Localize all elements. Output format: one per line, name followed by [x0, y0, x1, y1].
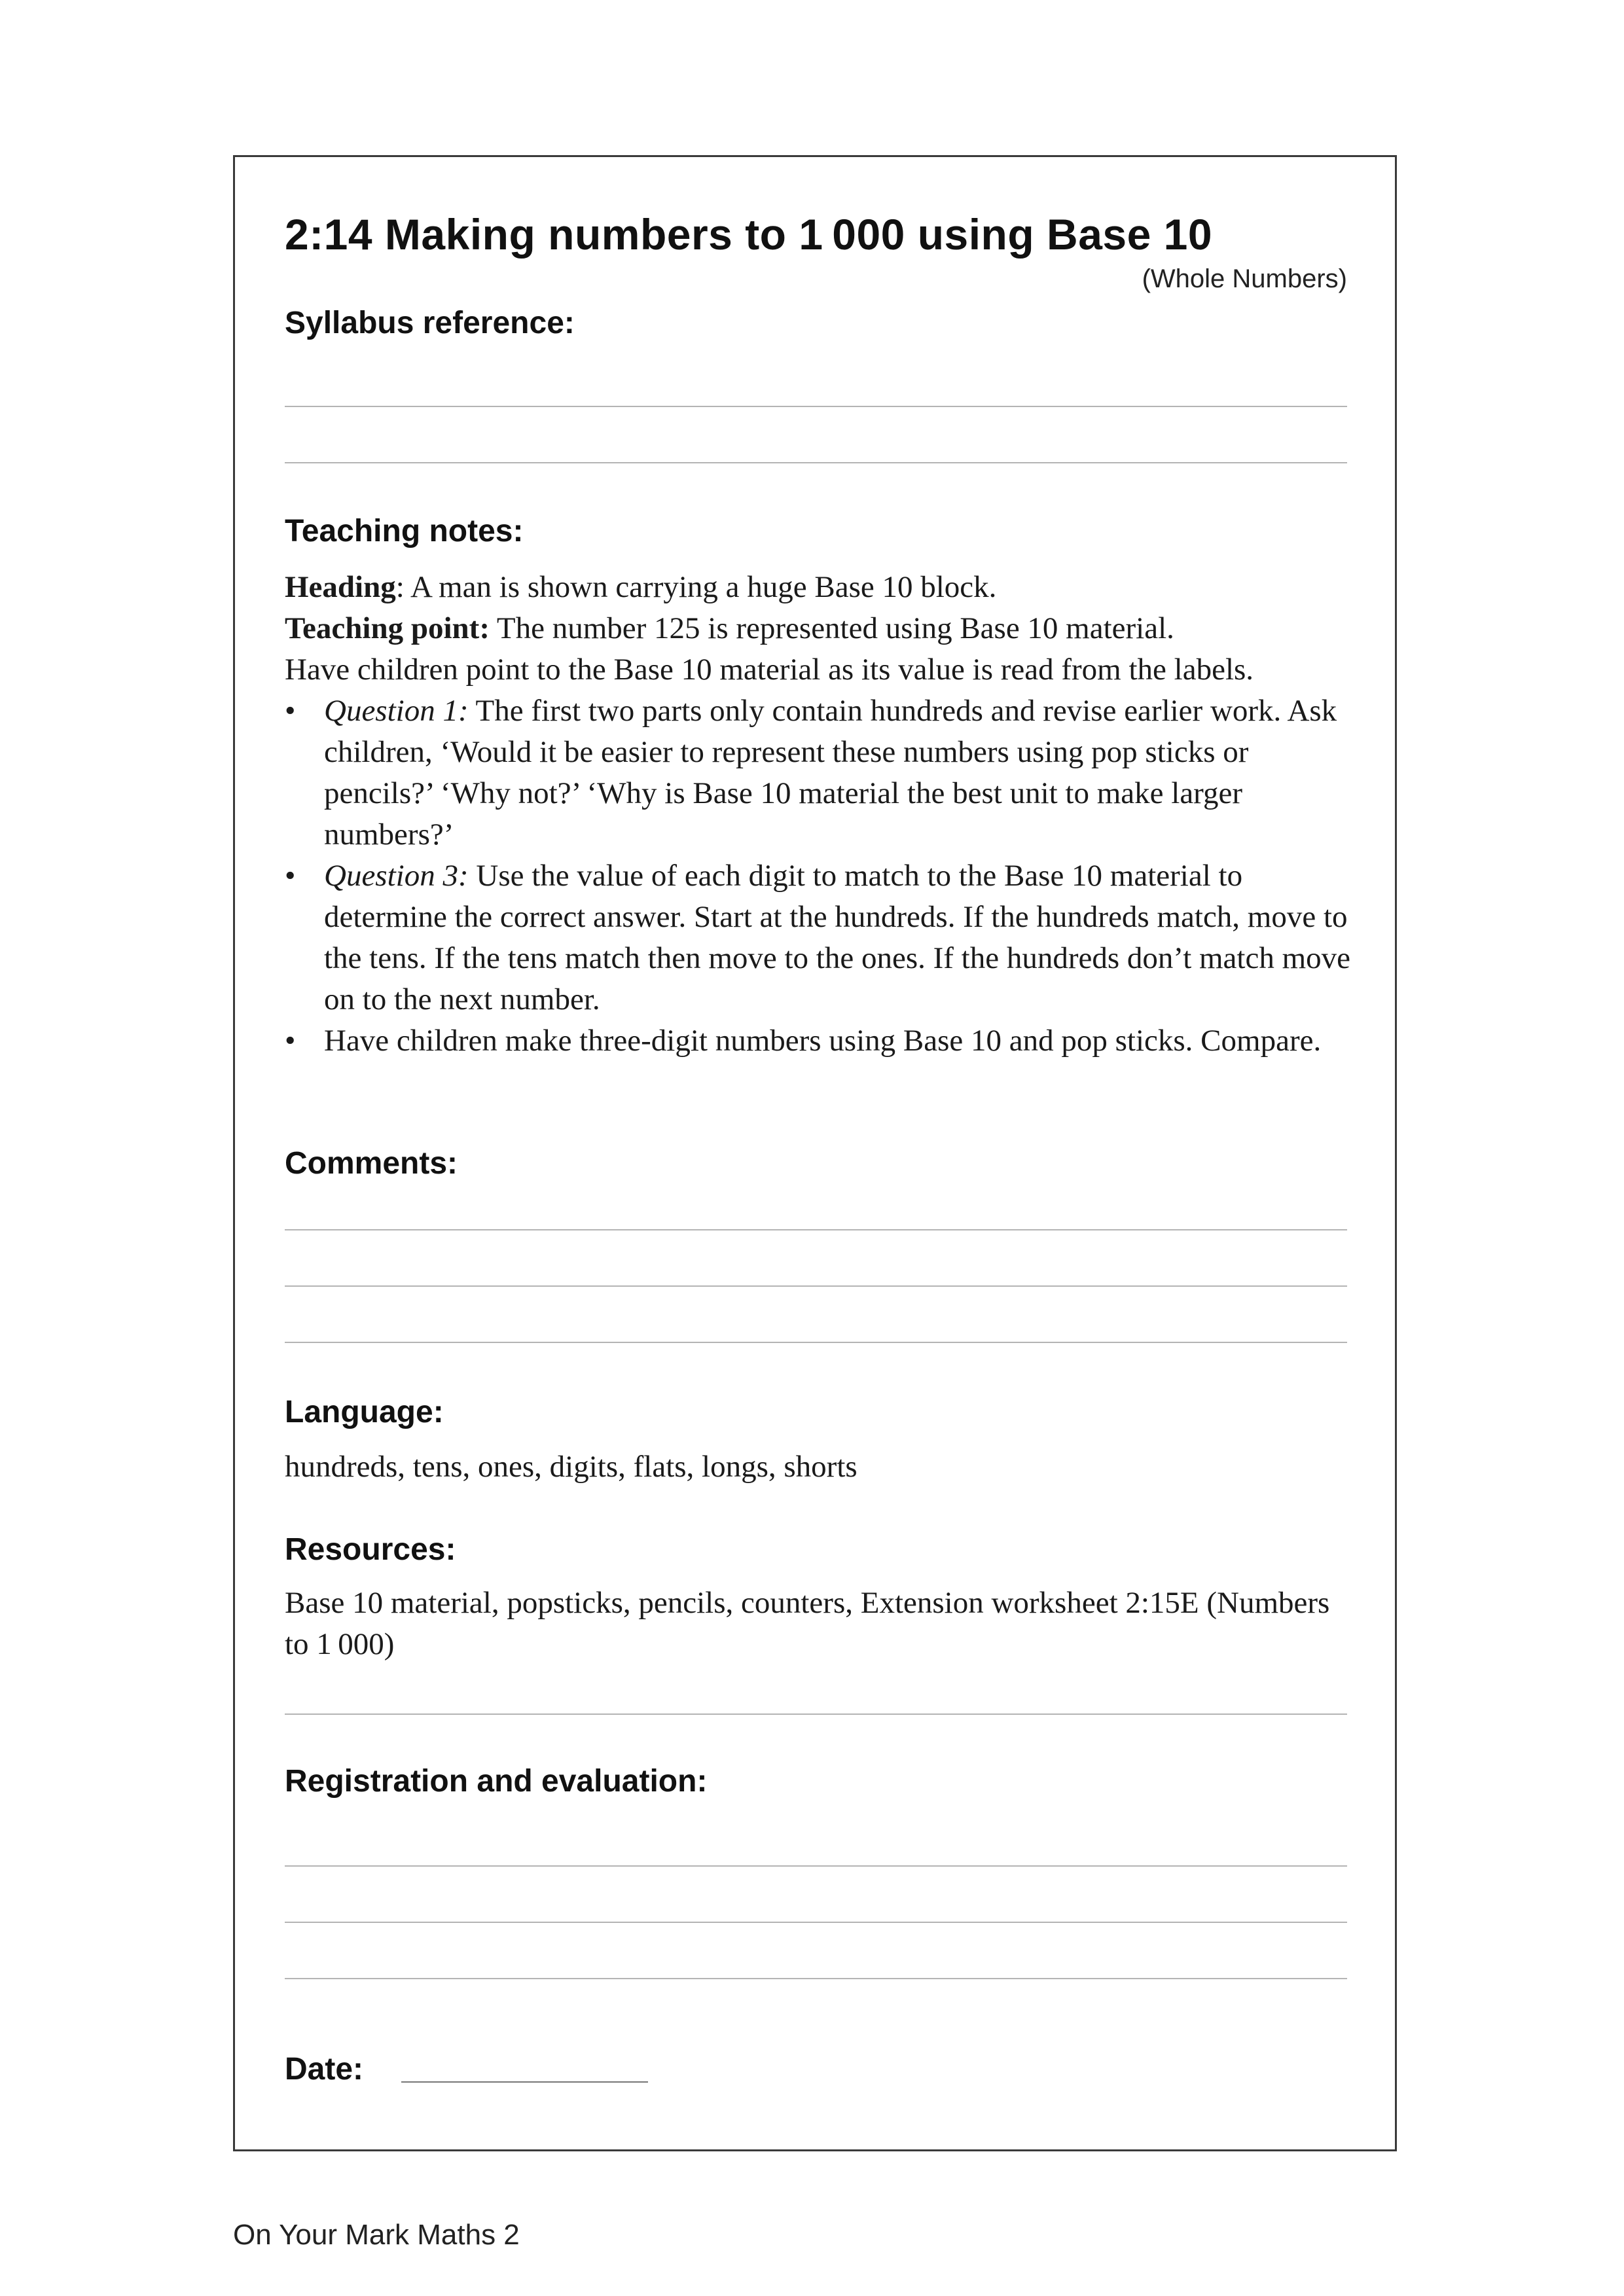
registration-heading: Registration and evaluation: — [285, 1764, 708, 1799]
notes-heading-line — [285, 567, 1358, 608]
notes-line-3: Have children point to the Base 10 material as its value is read from the labels. — [285, 653, 1254, 687]
notes-heading-text: : A man is shown carrying a huge Base 10 block. — [395, 570, 997, 604]
registration-line-1 — [285, 1865, 1347, 1867]
syllabus-heading: Syllabus reference: — [285, 306, 575, 340]
comments-line-2 — [285, 1285, 1347, 1287]
notes-bullet — [285, 691, 1358, 855]
notes-point-line — [285, 608, 1358, 649]
page-subtitle: (Whole Numbers) — [1142, 264, 1347, 293]
registration-line-2 — [285, 1922, 1347, 1923]
comments-line-1 — [285, 1229, 1347, 1230]
notes-heading-label: Heading — [285, 570, 396, 604]
bullet-text: Have children make three-digit numbers using Base 10 and pop sticks. Compare. — [324, 1024, 1322, 1058]
resources-heading: Resources: — [285, 1532, 456, 1567]
bullet-icon: • — [285, 1024, 296, 1058]
bullet-label: Question 3: — [324, 859, 469, 893]
language-text: hundreds, tens, ones, digits, flats, longs, shorts — [285, 1450, 857, 1484]
resources-line — [285, 1713, 1347, 1715]
resources-text: Base 10 material, popsticks, pencils, counters, Extension worksheet 2:15E (Numbers to 1 000) — [285, 1586, 1330, 1661]
bullet-text: Use the value of each digit to match to the Base 10 material to determine the correct answer. Start at the hundreds. If the hundreds match, move to the tens. If the tens match then move to the ones. If the hundreds don’t match move on to the next number. — [324, 859, 1351, 1016]
syllabus-line-2 — [285, 462, 1347, 463]
notes-point-text: The number 125 is represented using Base 10 material. — [489, 611, 1174, 645]
date-line — [401, 2081, 648, 2083]
teaching-notes-body — [285, 567, 1358, 1062]
page-title: 2:14 Making numbers to 1 000 using Base 10 — [285, 210, 1213, 259]
date-label: Date: — [285, 2052, 364, 2087]
notes-bullet — [285, 855, 1358, 1020]
notes-bullet — [285, 1020, 1358, 1062]
registration-line-3 — [285, 1978, 1347, 1979]
bullet-icon: • — [285, 859, 296, 893]
comments-line-3 — [285, 1342, 1347, 1343]
page-footer: On Your Mark Maths 2 — [233, 2219, 520, 2251]
bullet-text: The first two parts only contain hundreds and revise earlier work. Ask children, ‘Would it be easier to represent these numbers using pop sticks or pencils?’ ‘Why not?’ ‘Why is Base 10 material the best unit to make larger numbers?’ — [324, 694, 1337, 852]
bullet-label: Question 1: — [324, 694, 469, 728]
comments-heading: Comments: — [285, 1146, 458, 1181]
notes-point-label: Teaching point: — [285, 611, 490, 645]
notes-bullet-list — [285, 691, 1358, 1062]
bullet-icon: • — [285, 694, 296, 728]
syllabus-line-1 — [285, 406, 1347, 407]
teaching-notes-heading: Teaching notes: — [285, 514, 524, 548]
language-heading: Language: — [285, 1395, 444, 1429]
